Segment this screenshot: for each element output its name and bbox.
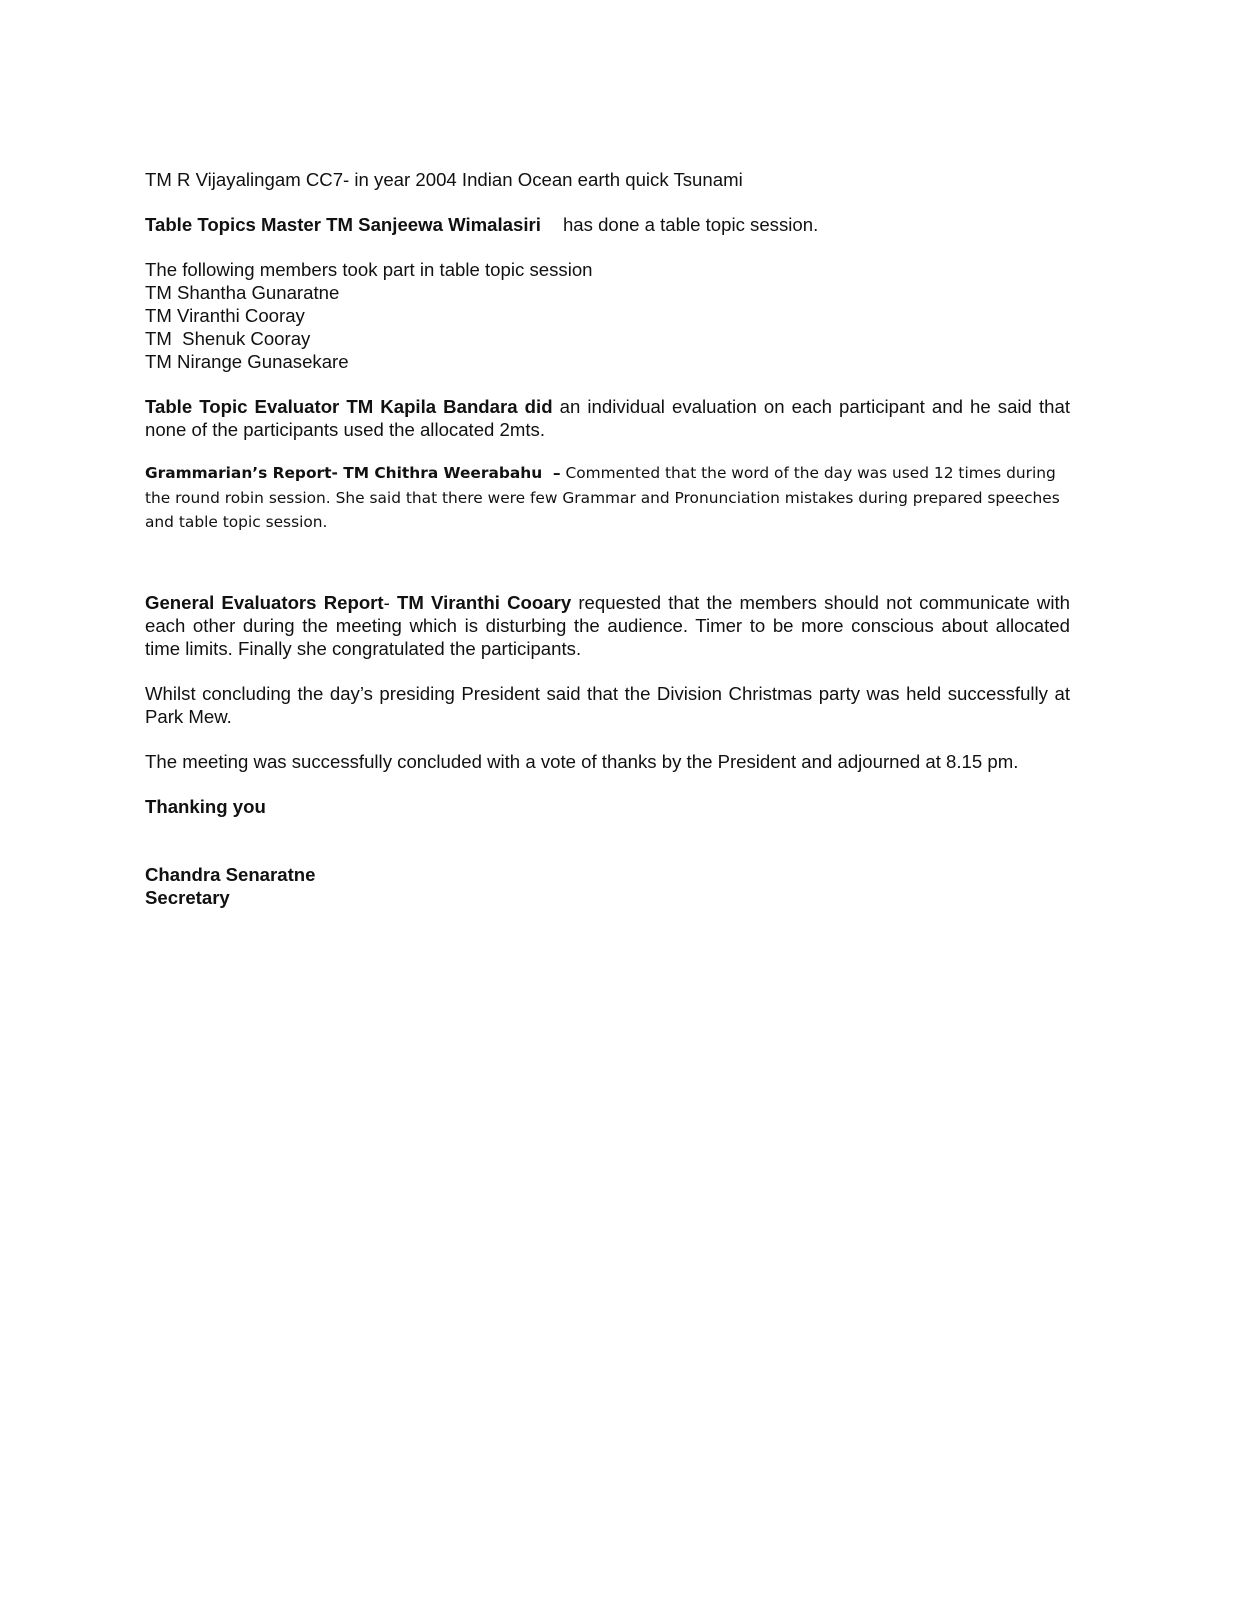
participant-item: TM Shenuk Cooray: [145, 328, 311, 349]
signature-name: Chandra Senaratne: [145, 863, 316, 885]
general-evaluator-paragraph: [145, 591, 1070, 660]
speaker-text: TM R Vijayalingam CC7- in year 2004 Indian Ocean earth quick Tsunami: [145, 169, 743, 190]
adjourned-paragraph: [145, 750, 1070, 773]
signature-block: [145, 863, 1070, 909]
participants-block: [145, 258, 1070, 373]
evaluator-text: an individual evaluation on each participant and he said that none of the participants used the allocated 2mts.: [145, 396, 1070, 440]
grammarian-paragraph: [145, 461, 1070, 535]
closing-line: [145, 795, 1070, 818]
evaluator-paragraph: [145, 395, 1070, 441]
grammarian-label: Grammarian’s Report- TM Chithra Weerabahu –: [145, 464, 561, 482]
general-evaluator-dash: -: [383, 591, 397, 613]
general-evaluator-text: requested that the members should not communicate with each other during the meeting which is disturbing the audience. Timer to be more conscious about allocated time limits. Finally she congratulated the participants.: [145, 591, 1070, 659]
participant-item: TM Viranthi Cooray: [145, 305, 305, 326]
evaluator-label: Table Topic Evaluator TM Kapila Bandara did: [145, 396, 553, 417]
general-evaluator-label: General Evaluators Report: [145, 591, 384, 613]
table-topics-text: has done a table topic session.: [562, 214, 819, 235]
participant-item: TM Shantha Gunaratne: [145, 282, 340, 303]
adjourned-text: The meeting was successfully concluded with a vote of thanks by the President and adjourned at 8.15 pm.: [145, 750, 1019, 772]
general-evaluator-name: TM Viranthi Cooary: [397, 591, 572, 613]
speaker-paragraph: [145, 168, 1070, 191]
closing-text: Thanking you: [145, 795, 266, 817]
grammarian-text: Commented that the word of the day was used 12 times during the round robin session. She said that there were few Grammar and Pronunciation mistakes during prepared speeches and table topic session.: [145, 464, 1060, 531]
participant-item: TM Nirange Gunasekare: [145, 351, 349, 372]
signature-title: Secretary: [145, 886, 230, 908]
document-body: [145, 168, 1070, 909]
table-topics-paragraph: [145, 213, 1070, 236]
table-topics-master-label: Table Topics Master TM Sanjeewa Wimalasiri: [145, 214, 541, 235]
concluding-text: Whilst concluding the day’s presiding President said that the Division Christmas party was held successfully at Park Mew.: [145, 682, 1070, 727]
concluding-paragraph: [145, 682, 1070, 728]
participants-intro: The following members took part in table topic session: [145, 259, 593, 280]
